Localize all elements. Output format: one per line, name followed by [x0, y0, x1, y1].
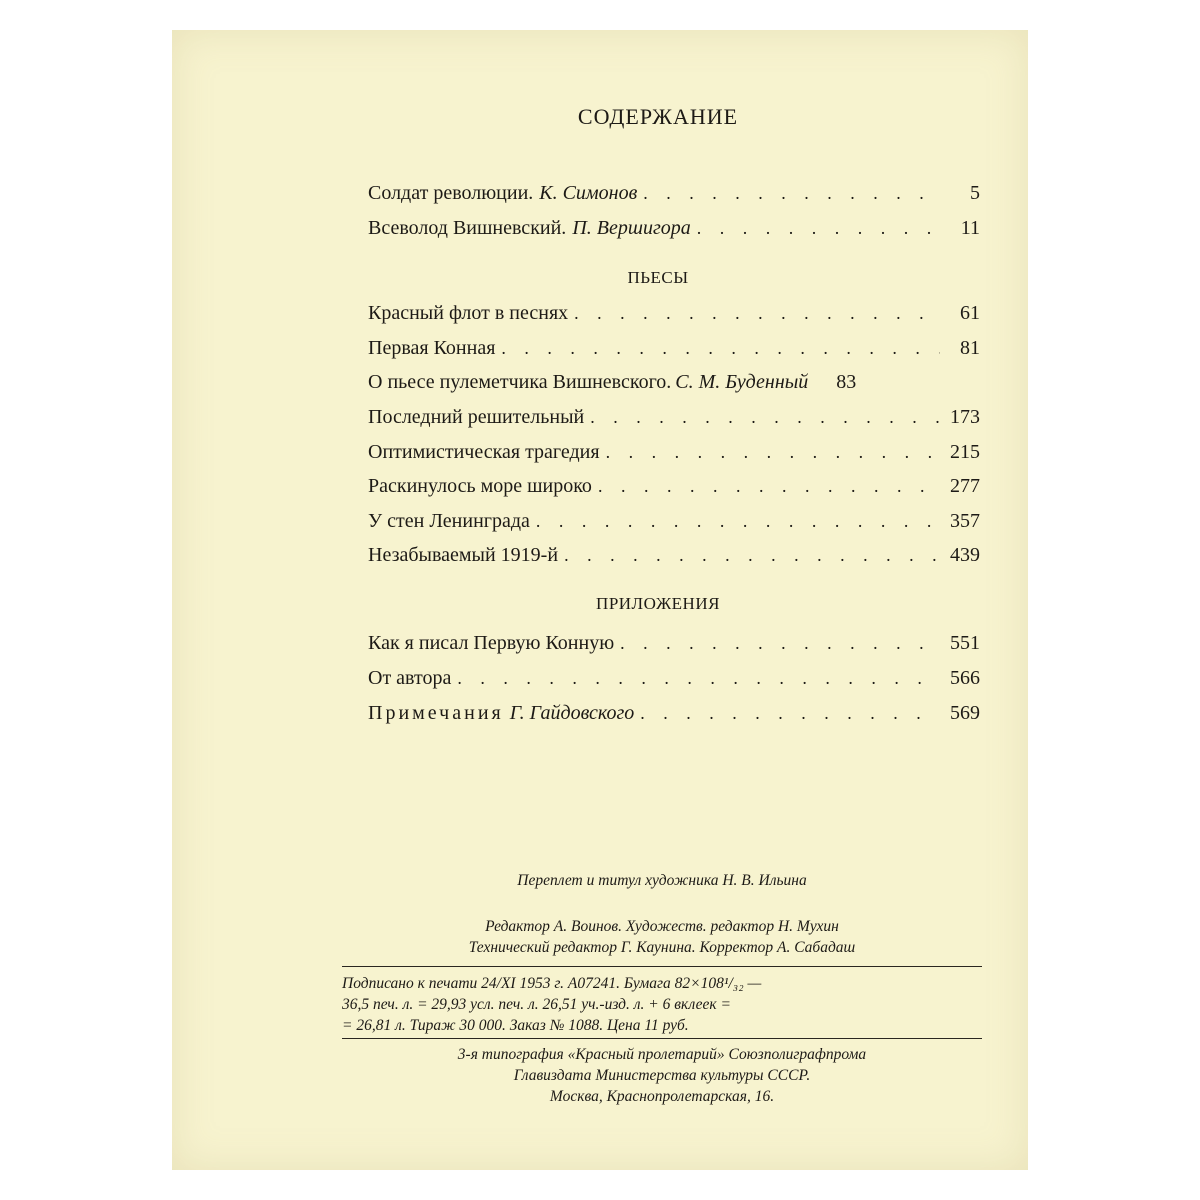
editors-credit: Редактор А. Воинов. Художеств. редактор Н. Мухин Технический редактор Г. Каунина. Корректор А. Сабадаш	[468, 918, 856, 956]
toc-entry	[368, 217, 980, 247]
entry-title: Незабываемый 1919-й	[368, 544, 559, 566]
entry-title: Оптимистическая трагедия	[368, 441, 600, 463]
entry-page: 215	[950, 441, 980, 463]
book-page	[172, 30, 1028, 1170]
entry-title: Солдат революции.	[368, 182, 534, 204]
leader-dots	[620, 633, 940, 654]
leader-dots	[598, 476, 940, 497]
leader-dots	[564, 545, 940, 566]
toc-entry	[368, 182, 980, 212]
entry-title: У стен Ленинграда	[368, 510, 530, 532]
leader-dots	[606, 442, 940, 463]
entry-page: 5	[970, 182, 980, 204]
section-heading-plays: ПЬЕСЫ	[627, 268, 689, 287]
entry-title: Последний решительный	[368, 406, 585, 428]
leader-dots	[643, 183, 940, 204]
page-title: СОДЕРЖАНИЕ	[577, 104, 739, 129]
entry-page: 357	[950, 510, 980, 532]
entry-author: П. Вершигора	[572, 217, 691, 239]
entry-title: Как я писал Первую Конную	[368, 632, 615, 654]
leader-dots	[590, 407, 940, 428]
toc-entry	[368, 510, 980, 540]
entry-author: К. Симонов	[539, 182, 638, 204]
entry-page: 173	[950, 406, 980, 428]
toc-entry	[368, 302, 980, 332]
entry-page: 11	[960, 217, 980, 239]
entry-page: 61	[960, 302, 980, 324]
entry-title: От автора	[368, 667, 452, 689]
entry-title: Примечания	[368, 702, 504, 724]
entry-title: Всеволод Вишневский.	[368, 217, 567, 239]
toc-entry	[368, 441, 980, 471]
entry-page: 566	[950, 667, 980, 689]
toc-entry	[368, 667, 980, 697]
toc-entry	[368, 337, 980, 367]
leader-dots	[536, 511, 940, 532]
entry-page: 439	[950, 544, 980, 566]
entry-page: 551	[950, 632, 980, 654]
entry-page: 569	[950, 702, 980, 724]
toc-entry	[368, 475, 980, 505]
toc-entry	[368, 544, 980, 574]
toc-entry	[368, 371, 980, 401]
printer-info: 3-я типография «Красный пролетарий» Союзполиграфпрома Главиздата Министерства культуры СССР. Москва, Краснопролетарская, 16.	[457, 1046, 867, 1105]
entry-author: Г. Гайдовского	[509, 702, 635, 724]
toc-entry	[368, 406, 980, 436]
divider	[342, 1038, 982, 1039]
divider	[342, 966, 982, 967]
leader-dots	[697, 218, 940, 239]
entry-title: Раскинулось море широко	[368, 475, 592, 497]
leader-dots	[457, 668, 940, 689]
section-heading-appendix: ПРИЛОЖЕНИЯ	[596, 594, 720, 613]
toc-entry	[368, 632, 980, 662]
entry-page: 277	[950, 475, 980, 497]
entry-page: 81	[960, 337, 980, 359]
entry-page: 83	[836, 371, 857, 393]
leader-dots	[640, 703, 940, 724]
print-details: Подписано к печати 24/XI 1953 г. А07241. Бумага 82×108¹/₃₂ — 36,5 печ. л. = 29,93 усл. печ. л. 26,51 уч.-изд. л. + 6 вклеек = = 26,81 л. Тираж 30 000. Заказ № 1088. Цена 11 руб.	[342, 975, 762, 1034]
leader-dots	[501, 338, 940, 359]
entry-author: С. М. Буденный	[675, 371, 809, 393]
leader-dots	[574, 303, 940, 324]
artist-credit: Переплет и титул художника Н. В. Ильина	[517, 872, 807, 889]
entry-title: Первая Конная	[368, 337, 496, 359]
toc-entry	[368, 702, 980, 732]
entry-title: Красный флот в песнях	[368, 302, 569, 324]
entry-title: О пьесе пулеметчика Вишневского.	[368, 371, 672, 393]
